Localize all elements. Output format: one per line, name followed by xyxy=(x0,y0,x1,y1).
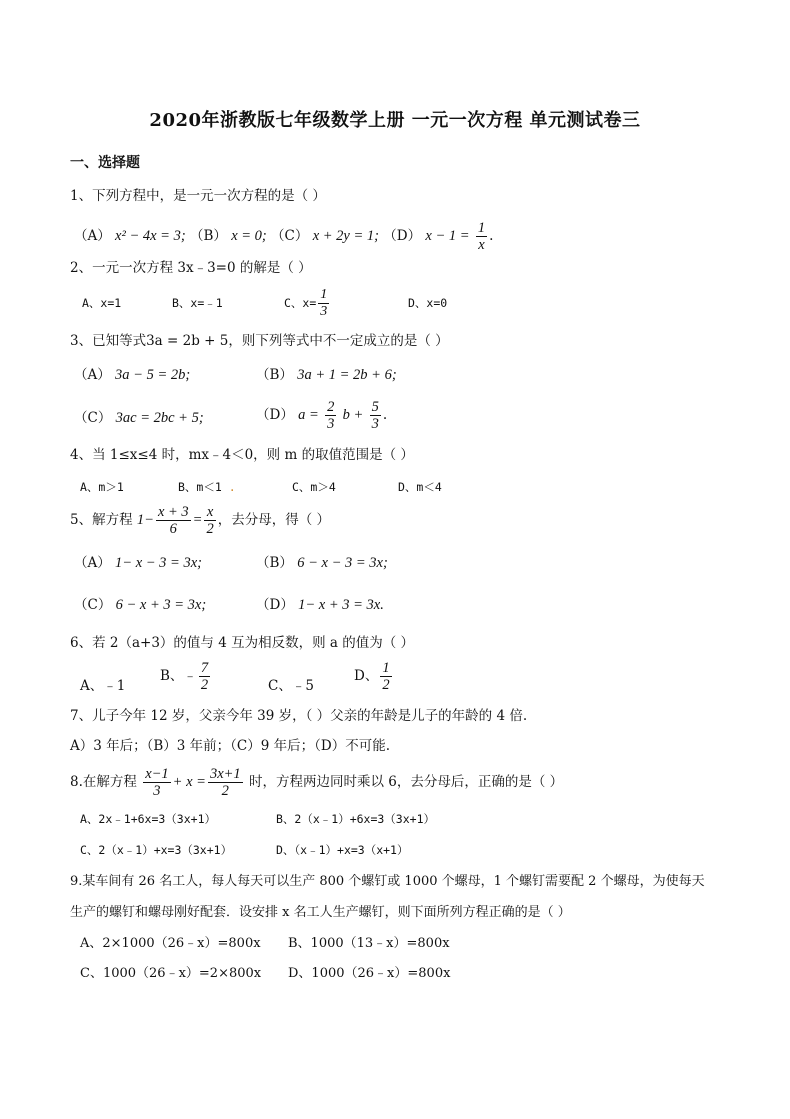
q3-option-d: （D） a = $\frac{2}{3}$ b + $\frac{5}{3}$ . xyxy=(256,399,388,432)
q5-option-a: （A） 1− x − 3 = 3x; xyxy=(74,555,202,571)
section-heading: 一、选择题 xyxy=(70,155,140,171)
question-5-stem: 5、解方程 1− $\frac{x + 3}{6}$ = $\frac{x}{2}$ ，去分母，得（ ） xyxy=(70,504,331,537)
q8-option-b: B、2（x﹣1）+6x=3（3x+1） xyxy=(276,812,436,826)
q1-option-d: x − 1 = xyxy=(425,228,470,244)
q1-option-d-fraction: $\frac{1}{x}$ xyxy=(477,220,486,253)
q1-option-c: x + 2y = 1; xyxy=(312,228,379,244)
q8-option-c: C、2（x﹣1）+x=3（3x+1） xyxy=(80,843,233,857)
q1-option-d-label: （D） xyxy=(383,228,422,244)
q1-option-a: x² − 4x = 3; xyxy=(115,228,186,244)
q5-fraction-1: $\frac{x + 3}{6}$ xyxy=(157,504,189,537)
q6-option-c: C、﹣5 xyxy=(268,678,314,694)
question-1-options: （A） x² − 4x = 3; （B） x = 0; （C） x + 2y = 1; （D） x − 1 = $\frac{1}{x}$ . xyxy=(74,220,494,253)
q9-option-c: C、1000（26﹣x）=2×800x xyxy=(80,966,262,981)
q3-option-b: （B） 3a + 1 = 2b + 6; xyxy=(256,367,397,383)
q4-option-a: A、m＞1 xyxy=(80,480,124,494)
q1-option-b: x = 0; xyxy=(231,228,267,244)
q2-option-a: A、x=1 xyxy=(82,296,122,310)
q8-fraction-2: $\frac{3x+1}{2}$ xyxy=(209,766,241,799)
q4-option-d: D、m＜4 xyxy=(398,480,442,494)
q3-option-a: （A） 3a − 5 = 2b; xyxy=(74,367,191,383)
question-9-stem-line-1: 9.某车间有 26 名工人，每人每天可以生产 800 个螺钉或 1000 个螺母，1 个螺钉需要配 2 个螺母，为使每天 xyxy=(70,874,705,889)
question-3-stem: 3、已知等式3a = 2b + 5，则下列等式中不一定成立的是（ ） xyxy=(70,333,449,349)
q2-option-b: B、x=﹣1 xyxy=(172,296,223,310)
q4-option-c: C、m＞4 xyxy=(292,480,336,494)
question-9-stem-line-2: 生产的螺钉和螺母刚好配套．设安排 x 名工人生产螺钉，则下面所列方程正确的是（ ） xyxy=(70,905,571,920)
q6-option-d: D、 $\frac{1}{2}$ xyxy=(354,660,390,693)
q8-option-d: D、（x﹣1）+x=3（x+1） xyxy=(276,843,409,857)
q3-d-fraction-1: $\frac{2}{3}$ xyxy=(327,399,335,432)
q8-fraction-1: $\frac{x-1}{3}$ xyxy=(145,766,169,799)
q2-option-c: C、x= $\frac{1}{3}$ xyxy=(284,287,328,319)
q6-option-a: A、﹣1 xyxy=(80,678,126,694)
q1-option-c-label: （C） xyxy=(271,228,309,244)
q7-options: A）3 年后；（B）3 年前；（C）9 年后；（D）不可能. xyxy=(70,738,391,754)
q6-d-fraction: $\frac{1}{2}$ xyxy=(382,660,390,693)
q2-option-d: D、x=0 xyxy=(408,296,448,310)
q3-option-c: （C） 3ac = 2bc + 5; xyxy=(74,410,204,426)
q4-option-b: B、m＜1 . xyxy=(178,480,236,494)
question-6-stem: 6、若 2（a+3）的值与 4 互为相反数，则 a 的值为（ ） xyxy=(70,635,415,651)
q1-option-b-label: （B） xyxy=(189,228,227,244)
page-title: 2020年浙教版七年级数学上册 一元一次方程 单元测试卷三 xyxy=(149,110,641,131)
q6-option-b: B、﹣ $\frac{7}{2}$ xyxy=(160,660,209,693)
q2-option-c-fraction: $\frac{1}{3}$ xyxy=(320,287,328,319)
q5-fraction-2: $\frac{x}{2}$ xyxy=(206,504,214,537)
q3-d-fraction-2: $\frac{5}{3}$ xyxy=(371,399,379,432)
q8-option-a: A、2x﹣1+6x=3（3x+1） xyxy=(80,812,217,826)
question-1-stem: 1、下列方程中，是一元一次方程的是（ ） xyxy=(70,188,326,204)
q9-option-a: A、2×1000（26﹣x）=800x xyxy=(80,936,261,951)
q9-option-b: B、1000（13﹣x）=800x xyxy=(288,936,450,951)
q5-option-c: （C） 6 − x + 3 = 3x; xyxy=(74,597,207,613)
question-4-stem: 4、当 1≤x≤4 时，mx﹣4＜0，则 m 的取值范围是（ ） xyxy=(70,447,414,463)
question-7-stem: 7、儿子今年 12 岁，父亲今年 39 岁，（ ）父亲的年龄是儿子的年龄的 4 倍. xyxy=(70,708,528,724)
q9-option-d: D、1000（26﹣x）=800x xyxy=(288,966,451,981)
q5-option-d: （D） 1− x + 3 = 3x. xyxy=(256,597,384,613)
q1-option-a-label: （A） xyxy=(74,228,111,244)
question-2-stem: 2、一元一次方程 3x﹣3=0 的解是（ ） xyxy=(70,260,312,276)
q5-option-b: （B） 6 − x − 3 = 3x; xyxy=(256,555,388,571)
q6-b-fraction: $\frac{7}{2}$ xyxy=(200,660,209,693)
question-8-stem: 8.在解方程 $\frac{x-1}{3}$ + x = $\frac{3x+1}{2}$ 时，方程两边同时乘以 6，去分母后，正确的是（ ） xyxy=(70,766,564,799)
